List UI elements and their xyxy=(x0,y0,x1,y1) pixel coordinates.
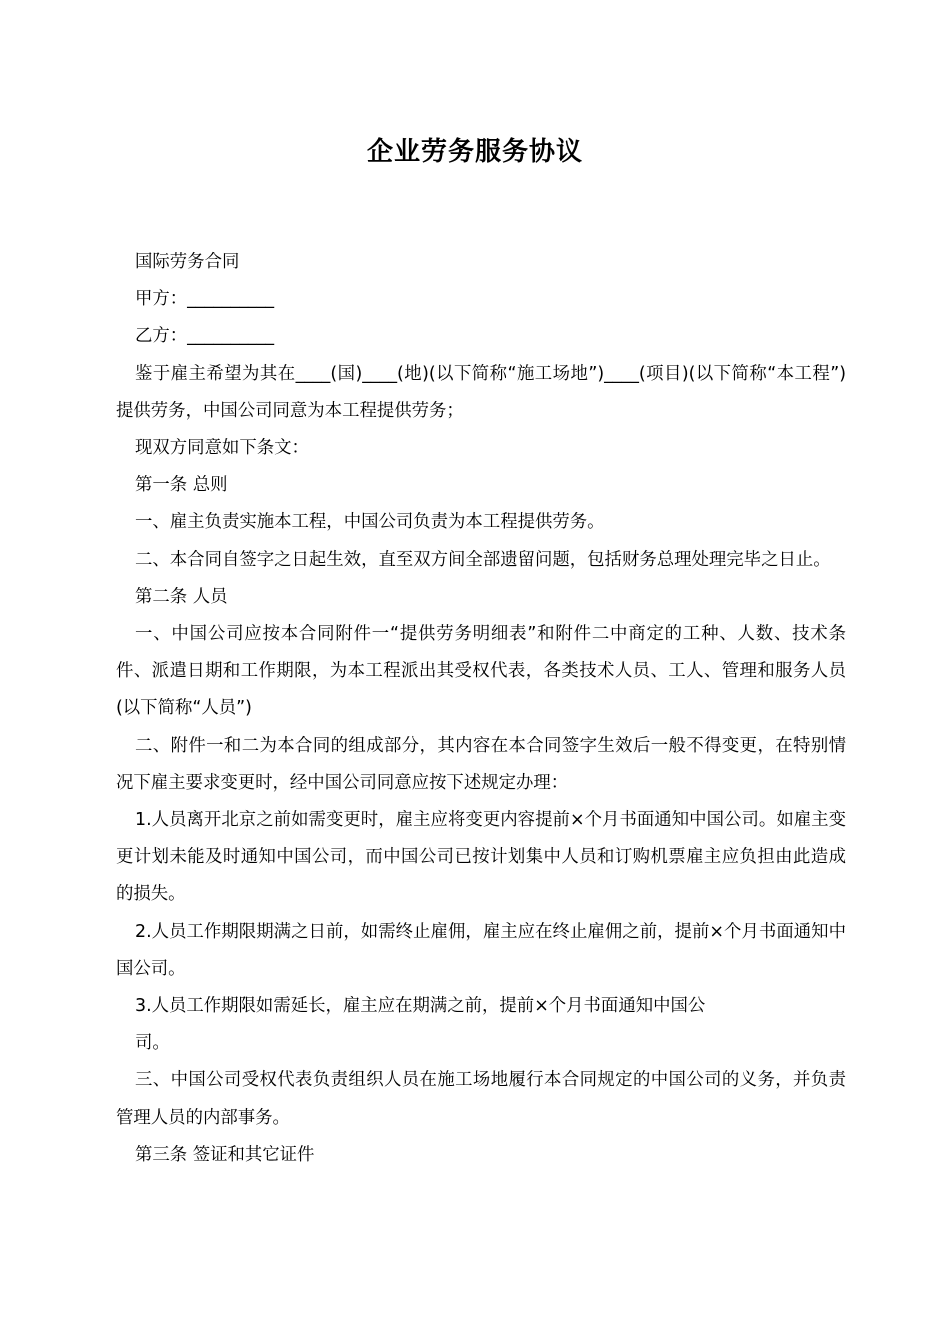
article-2-item-3-continued: 司。 xyxy=(135,1033,170,1054)
article-3-heading: 第三条 签证和其它证件 xyxy=(135,1144,315,1165)
article-2-heading: 第二条 人员 xyxy=(135,586,228,607)
article-1-clause-2: 二、本合同自签字之日起生效，直至双方间全部遗留问题，包括财务总理处理完毕之日止。 xyxy=(135,549,831,570)
article-2-clause-2: 二、附件一和二为本合同的组成部分，其内容在本合同签字生效后一般不得变更，在特别情况下雇主要求变更时，经中国公司同意应按下述规定办理： xyxy=(116,735,846,793)
paragraph-party-b: 乙方：__________ xyxy=(135,326,275,347)
document-body xyxy=(116,244,846,1174)
paragraph-party-a: 甲方：__________ xyxy=(135,289,275,310)
document-title: 企业劳务服务协议 xyxy=(366,137,583,167)
article-2-clause-3: 三、中国公司受权代表负责组织人员在施工场地履行本合同规定的中国公司的义务，并负责管理人员的内部事务。 xyxy=(116,1070,846,1128)
article-2-item-3: 3.人员工作期限如需延长，雇主应在期满之前，提前×个月书面通知中国公 xyxy=(135,996,706,1017)
paragraph-recital: 鉴于雇主希望为其在____(国)____(地)(以下简称“施工场地”)____(项目)(以下简称“本工程”)提供劳务，中国公司同意为本工程提供劳务； xyxy=(116,363,846,421)
article-1-heading: 第一条 总则 xyxy=(135,475,228,496)
paragraph-contract-name: 国际劳务合同 xyxy=(135,252,240,272)
article-2-item-1: 1.人员离开北京之前如需变更时，雇主应将变更内容提前×个月书面通知中国公司。如雇主变更计划未能及时通知中国公司，而中国公司已按计划集中人员和订购机票雇主应负担由此造成的损失。 xyxy=(116,810,846,905)
article-2-clause-1: 一、中国公司应按本合同附件一“提供劳务明细表”和附件二中商定的工种、人数、技术条件、派遣日期和工作期限，为本工程派出其受权代表，各类技术人员、工人、管理和服务人员(以下简称“人员”) xyxy=(116,624,846,719)
article-1-clause-1: 一、雇主负责实施本工程，中国公司负责为本工程提供劳务。 xyxy=(135,512,605,533)
paragraph-agreement-intro: 现双方同意如下条文： xyxy=(135,438,309,459)
article-2-item-2: 2.人员工作期限期满之日前，如需终止雇佣，雇主应在终止雇佣之前，提前×个月书面通知中国公司。 xyxy=(116,921,846,979)
